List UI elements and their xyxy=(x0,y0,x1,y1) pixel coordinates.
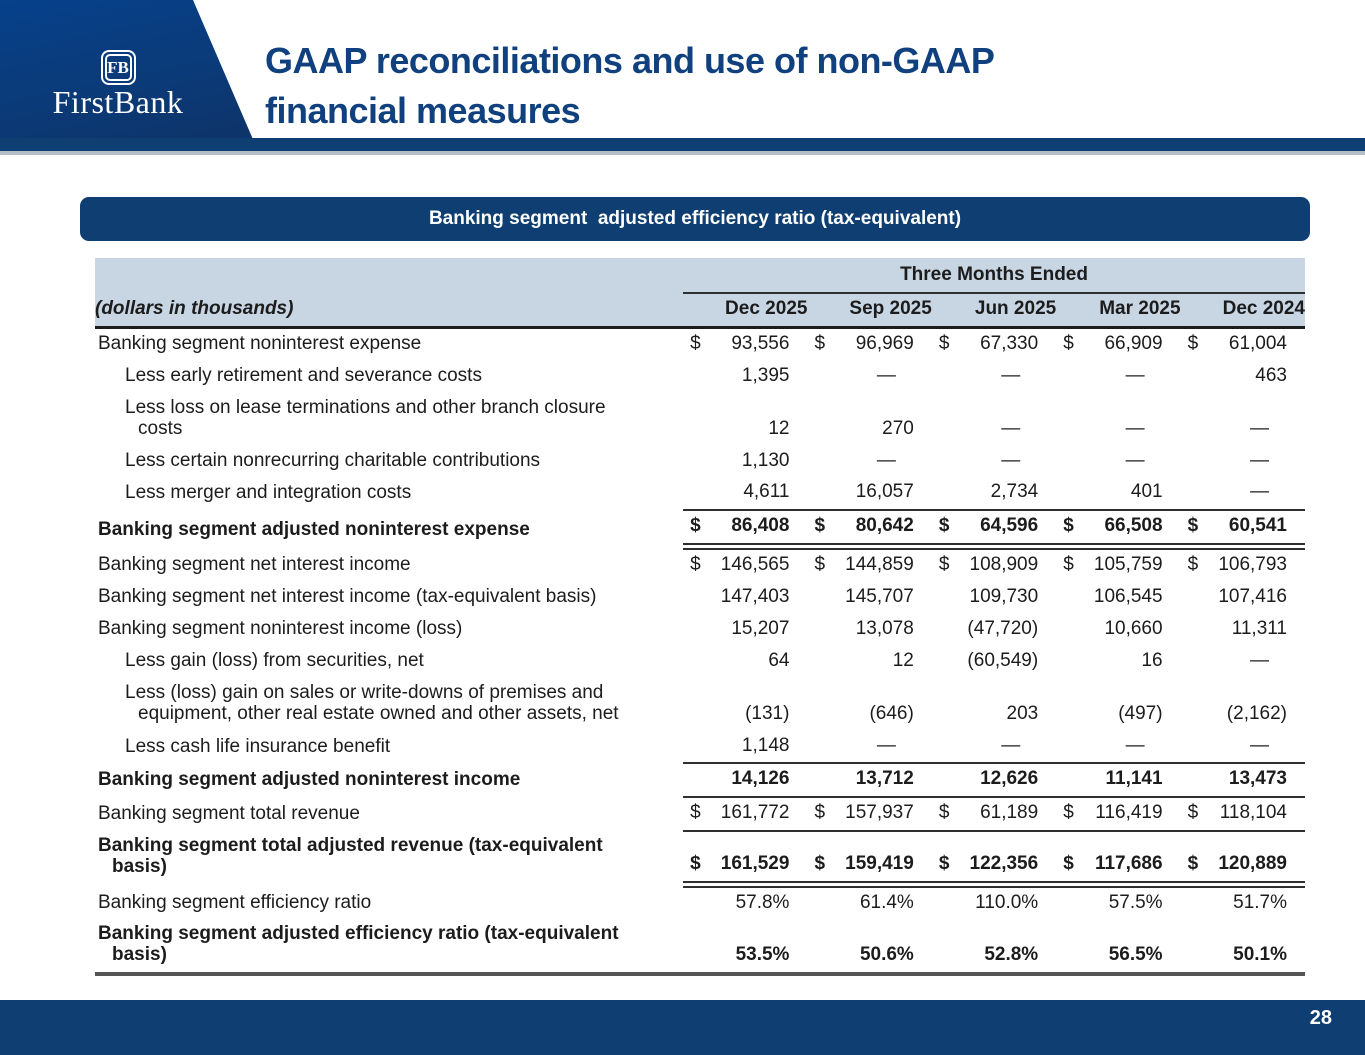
row-label: Banking segment total adjusted revenue (tax-equivalent basis) xyxy=(98,835,603,878)
page-number: 28 xyxy=(1309,1007,1332,1029)
row-label: Banking segment adjusted efficiency ratio (tax-equivalent basis) xyxy=(95,919,683,974)
cell-value: $ 96,969 xyxy=(814,333,914,354)
table-row xyxy=(95,328,1305,361)
cell-value: — xyxy=(1001,364,1021,386)
cell-value: 1,395 xyxy=(741,364,790,386)
units-label: (dollars in thousands) xyxy=(95,293,683,328)
cell-value: 1,130 xyxy=(741,449,790,471)
cell-value: (497) xyxy=(1118,702,1163,724)
cell-value: $ 66,909 xyxy=(1063,333,1163,354)
table-row xyxy=(95,919,1305,974)
cell-value: — xyxy=(1250,449,1269,471)
cell-value: $ 106,793 xyxy=(1187,554,1287,576)
fb-logo-icon xyxy=(101,50,136,85)
row-label: Less gain (loss) from securities, net xyxy=(125,649,424,671)
row-label: Banking segment adjusted noninterest income xyxy=(98,769,521,791)
cell-value: 51.7% xyxy=(1233,891,1287,913)
header-corner-cell xyxy=(95,258,683,293)
cell-value: $ 80,642 xyxy=(807,510,931,546)
table-header xyxy=(95,258,1305,328)
cell-value: — xyxy=(1125,364,1145,386)
cell-value: — xyxy=(1001,449,1021,471)
cell-value: 10,660 xyxy=(1104,618,1163,640)
cell-value: 11,141 xyxy=(1056,763,1180,797)
cell-value: (646) xyxy=(869,702,914,724)
page-title xyxy=(265,36,994,136)
cell-value: $ 161,772 xyxy=(683,797,807,831)
cell-value: $ 105,759 xyxy=(1063,554,1163,576)
cell-value: — xyxy=(876,364,896,386)
cell-value: 147,403 xyxy=(720,586,790,608)
cell-value: 14,126 xyxy=(683,763,807,797)
table-row xyxy=(95,831,1305,884)
cell-value: 2,734 xyxy=(932,477,1056,510)
cell-value: 11,311 xyxy=(1231,618,1287,640)
cell-value: — xyxy=(1250,417,1269,439)
row-label: Less merger and integration costs xyxy=(125,482,412,504)
cell-value: — xyxy=(807,731,931,764)
column-header: Mar 2025 xyxy=(1056,293,1180,328)
cell-value: $ 161,529 xyxy=(683,831,807,884)
page-title-line1: GAAP reconciliations and use of non-GAAP xyxy=(265,40,995,81)
cell-value: $ 60,541 xyxy=(1181,510,1305,546)
cell-value: 13,473 xyxy=(1181,763,1305,797)
cell-value: 64 xyxy=(768,649,790,671)
section-banner: Banking segment adjusted efficiency ratio (tax-equivalent) xyxy=(80,197,1310,241)
table-row xyxy=(95,510,1305,546)
firstbank-logo xyxy=(20,50,216,120)
cell-value: 12 xyxy=(892,649,914,671)
cell-value: $ 117,686 xyxy=(1056,831,1180,884)
cell-value: 50.1% xyxy=(1181,919,1305,974)
row-label: Less early retirement and severance costs xyxy=(125,364,482,386)
table-row xyxy=(95,763,1305,797)
cell-value: $ 157,937 xyxy=(807,797,931,831)
cell-value: — xyxy=(1001,417,1021,439)
cell-value: $ 86,408 xyxy=(683,510,807,546)
row-label: Banking segment adjusted noninterest expense xyxy=(98,518,530,540)
cell-value: 4,611 xyxy=(683,477,807,510)
table-row xyxy=(95,678,1305,731)
cell-value: 15,207 xyxy=(731,618,790,640)
cell-value: 401 xyxy=(1056,477,1180,510)
cell-value: — xyxy=(932,731,1056,764)
slide-header xyxy=(0,0,1365,155)
column-header: Dec 2025 xyxy=(683,293,807,328)
cell-value: 12,626 xyxy=(932,763,1056,797)
cell-value: $ 118,104 xyxy=(1181,797,1305,831)
row-label: Less loss on lease terminations and other branch closure costs xyxy=(125,396,606,439)
cell-value: 53.5% xyxy=(683,919,807,974)
row-label: Banking segment net interest income xyxy=(98,554,411,576)
cell-value: 1,148 xyxy=(683,731,807,764)
row-label: Less (loss) gain on sales or write-downs of premises and equipment, other real estate owned and other assets, net xyxy=(125,681,619,724)
row-label: Less cash life insurance benefit xyxy=(125,735,391,757)
cell-value: — xyxy=(876,449,896,471)
cell-value: (60,549) xyxy=(967,649,1039,671)
column-header: Sep 2025 xyxy=(807,293,931,328)
cell-value: $ 61,004 xyxy=(1187,333,1287,354)
table-row xyxy=(95,361,1305,393)
cell-value: 16 xyxy=(1141,649,1163,671)
fb-logo-monogram: FB xyxy=(105,54,132,81)
table-row xyxy=(95,646,1305,678)
cell-value: $ 61,189 xyxy=(932,797,1056,831)
column-header: Dec 2024 xyxy=(1181,293,1305,328)
slide-footer xyxy=(0,1000,1365,1055)
cell-value: — xyxy=(1250,649,1269,671)
cell-value: 107,416 xyxy=(1218,586,1287,608)
page-title-line2: financial measures xyxy=(265,90,581,131)
cell-value: 13,078 xyxy=(855,618,914,640)
cell-value: (47,720) xyxy=(967,618,1039,640)
table-row xyxy=(95,797,1305,831)
group-header-row xyxy=(95,258,1305,293)
cell-value: 145,707 xyxy=(845,586,914,608)
row-label: Banking segment total revenue xyxy=(98,803,360,825)
cell-value: 106,545 xyxy=(1093,586,1163,608)
cell-value: 61.4% xyxy=(859,891,914,913)
header-divider-band xyxy=(0,138,1365,151)
column-header-row xyxy=(95,293,1305,328)
cell-value: $ 122,356 xyxy=(932,831,1056,884)
cell-value: (2,162) xyxy=(1226,702,1287,724)
cell-value: 56.5% xyxy=(1056,919,1180,974)
table-row xyxy=(95,477,1305,510)
cell-value: 109,730 xyxy=(969,586,1039,608)
row-label: Less certain nonrecurring charitable contributions xyxy=(125,449,541,471)
table-row xyxy=(95,547,1305,582)
table-row xyxy=(95,446,1305,478)
cell-value: 57.8% xyxy=(735,891,790,913)
cell-value: 270 xyxy=(882,417,914,439)
cell-value: 13,712 xyxy=(807,763,931,797)
cell-value: $ 66,508 xyxy=(1056,510,1180,546)
cell-value: $ 159,419 xyxy=(807,831,931,884)
cell-value: 52.8% xyxy=(932,919,1056,974)
cell-value: 463 xyxy=(1255,364,1287,386)
cell-value: 50.6% xyxy=(807,919,931,974)
cell-value: — xyxy=(1125,417,1145,439)
cell-value: $ 146,565 xyxy=(690,554,790,576)
cell-value: $ 120,889 xyxy=(1181,831,1305,884)
row-label: Banking segment noninterest expense xyxy=(98,333,422,354)
cell-value: $ 108,909 xyxy=(938,554,1039,576)
table-row xyxy=(95,393,1305,446)
cell-value: — xyxy=(1181,477,1305,510)
cell-value: $ 144,859 xyxy=(814,554,914,576)
table-body xyxy=(95,328,1305,975)
cell-value: $ 64,596 xyxy=(932,510,1056,546)
cell-value: 110.0% xyxy=(975,891,1039,913)
header-divider-shadow xyxy=(0,151,1365,155)
column-header: Jun 2025 xyxy=(932,293,1056,328)
cell-value: — xyxy=(1125,449,1145,471)
group-header: Three Months Ended xyxy=(683,258,1305,293)
row-label: Banking segment noninterest income (loss) xyxy=(98,618,463,640)
cell-value: 12 xyxy=(768,417,790,439)
row-label: Banking segment net interest income (tax-equivalent basis) xyxy=(98,586,597,608)
cell-value: — xyxy=(1181,731,1305,764)
row-label: Banking segment efficiency ratio xyxy=(98,891,372,913)
table-row xyxy=(95,614,1305,646)
cell-value: $ 67,330 xyxy=(938,333,1039,354)
cell-value: 57.5% xyxy=(1108,891,1163,913)
table-row xyxy=(95,582,1305,614)
logo-name: FirstBank xyxy=(52,84,184,120)
table-row xyxy=(95,884,1305,919)
cell-value: 16,057 xyxy=(807,477,931,510)
cell-value: $ 93,556 xyxy=(690,333,790,354)
cell-value: — xyxy=(1056,731,1180,764)
cell-value: $ 116,419 xyxy=(1056,797,1180,831)
cell-value: (131) xyxy=(745,702,790,724)
financial-table xyxy=(95,258,1305,976)
cell-value: 203 xyxy=(1006,702,1039,724)
table-row xyxy=(95,731,1305,764)
